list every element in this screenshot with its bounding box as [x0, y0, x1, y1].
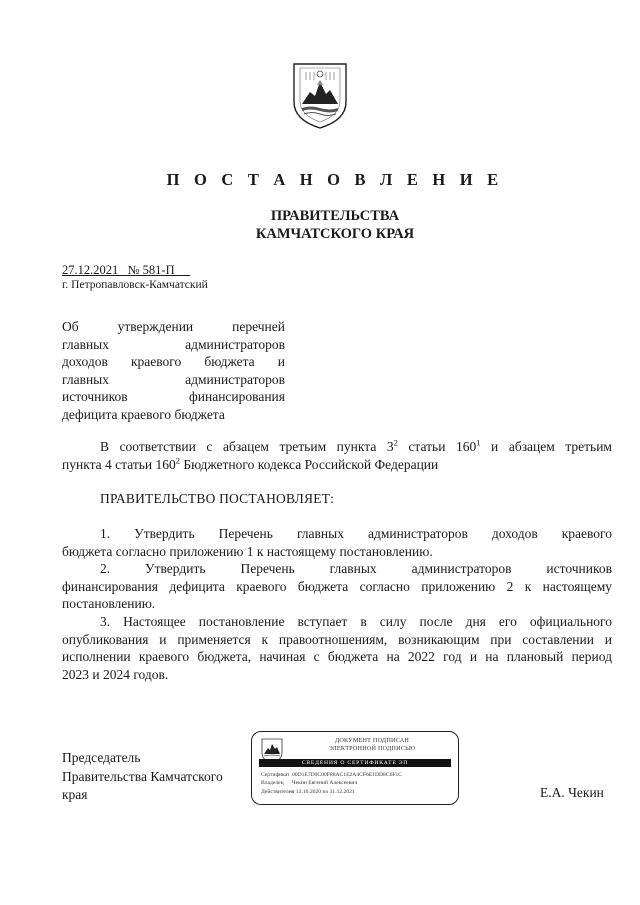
- subject-line: главных администраторов: [62, 371, 285, 387]
- item-2-paragraph: 2. Утвердить Перечень главных администраторов источников финансирования дефицита краевого бюджета согласно приложению 2 к настоящему постановлению.: [62, 561, 612, 612]
- document-city: г. Петропавловск-Камчатский: [62, 279, 208, 291]
- subject-line: доходов краевого бюджета и: [62, 354, 285, 370]
- intro-line-1: В соответствии с абзацем третьим пункта $3^2$ статьи $160^1$ и абзацем третьим: [100, 437, 612, 454]
- signer-position: Председатель Правительства Камчатского края: [62, 750, 223, 802]
- electronic-signature-stamp: [251, 731, 459, 805]
- stamp-header: ДОКУМЕНТ ПОДПИСАН ЭЛЕКТРОННОЙ ПОДПИСЬЮ: [328, 737, 416, 752]
- stamp-cert-row: Сертификат 00D1E7D0C00F88AC1E2A4CF6E1DD8C6F1C: [261, 772, 403, 778]
- document-date-number: 27.12.2021 № 581-П: [62, 263, 191, 277]
- subject-line: Об утверждении перечней: [62, 319, 285, 334]
- kamchatka-emblem-icon: [290, 58, 350, 130]
- subject-line: главных администраторов: [62, 336, 285, 352]
- item-1-paragraph: 1. Утвердить Перечень главных администраторов доходов краевого бюджета согласно приложению 1 к настоящему постановлению.: [62, 526, 612, 559]
- stamp-cert-bar: СВЕДЕНИЯ О СЕРТИФИКАТЕ ЭП: [259, 759, 451, 767]
- issuer-line-2: КАМЧАТСКОГО КРАЯ: [255, 226, 415, 242]
- intro-line-2: пункта 4 статьи $160^2$ Бюджетного кодекса Российской Федерации: [62, 455, 439, 472]
- stamp-owner-row: Владелец Чекин Евгений Алексеевич: [261, 780, 358, 787]
- document-title: П О С Т А Н О В Л Е Н И Е: [166, 170, 504, 189]
- item-3-paragraph: 3. Настоящее постановление вступает в силу после дня его официального опубликования и применяется к правоотношениям, возникающим при составлении и исполнении краевого бюджета, начиная с бюджета на 2022 год и на плановый период 2023 и 2024 годов.: [62, 614, 612, 682]
- subject-line: источников финансирования: [62, 389, 285, 405]
- stamp-details: [261, 771, 452, 796]
- stamp-validity-row: Действителен с 13.10.2020 по 31.12.2021: [261, 788, 355, 795]
- subject-line: дефицита краевого бюджета: [62, 406, 225, 422]
- decree-statement: ПРАВИТЕЛЬСТВО ПОСТАНОВЛЯЕТ:: [100, 491, 335, 506]
- issuer-line-1: ПРАВИТЕЛЬСТВА: [270, 208, 400, 224]
- signer-name: Е.А. Чекин: [540, 785, 604, 800]
- document-subject: [62, 318, 285, 424]
- intro-paragraph: [62, 438, 612, 473]
